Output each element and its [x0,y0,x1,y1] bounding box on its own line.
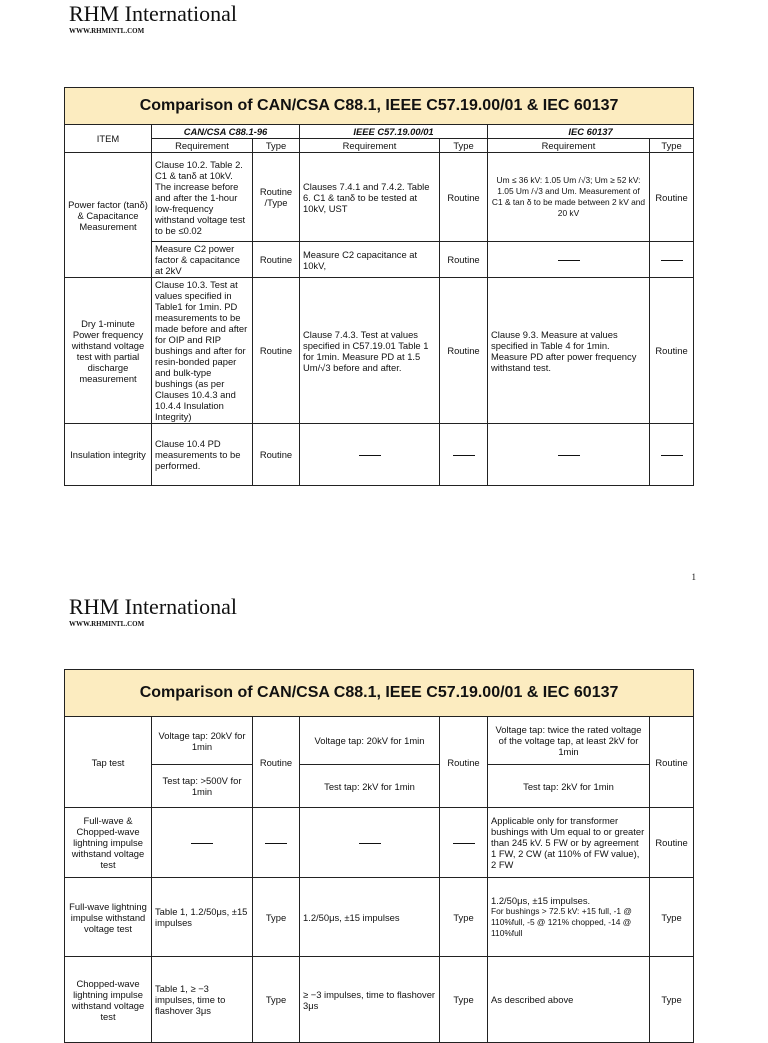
table-cell: Type [253,878,300,957]
table-cell: Test tap: >500V for 1min [152,765,253,808]
empty-cell [152,808,253,878]
table-cell: Voltage tap: twice the rated voltage of the voltage tap, at least 2kV for 1min [488,717,650,765]
company-name: RHM International [69,1,238,26]
table-cell: Routine /Type [253,153,300,242]
table-cell: Um ≤ 36 kV: 1.05 Um /√3; Um ≥ 52 kV: 1.05 Um /√3 and Um. Measurement of C1 & tan δ to be made between 2 kV and 20 kV [488,153,650,242]
iec-full-wave-line2: For bushings > 72.5 kV: +15 full, -1 @ 110%full, -5 @ 121% chopped, -14 @ 110%full [491,906,632,938]
table-cell: Type [440,957,488,1043]
table-cell: Clause 10.4 PD measurements to be performed. [152,424,253,486]
dash-mark [661,455,683,456]
item-tap-test: Tap test [65,717,152,808]
comparison-table-2 [64,669,694,1043]
table-cell: Applicable only for transformer bushings with Um equal to or greater than 245 kV. 5 FW or by agreement 1 FW, 2 CW (at 110% of FW value), 2 FW [488,808,650,878]
csa-requirement-subheader: Requirement [152,139,253,153]
dash-mark [453,455,475,456]
page-number: 1 [691,572,696,582]
csa-header: CAN/CSA C88.1-96 [152,125,300,139]
table-cell: Routine [440,153,488,242]
empty-cell [300,424,440,486]
table-cell: Routine [650,717,694,808]
table-title: Comparison of CAN/CSA C88.1, IEEE C57.19.00/01 & IEC 60137 [65,88,694,125]
table-cell: Clause 10.3. Test at values specified in Table1 for 1min. PD measurements to be made before and after for OIP and RIP bushings and after for resin-bonded paper and bulk-type bushings (as per Clauses 10.4.3 and 10.4.4 Insulation Integrity) [152,278,253,424]
item-insulation-integrity: Insulation integrity [65,424,152,486]
empty-cell [253,808,300,878]
item-dry-withstand: Dry 1-minute Power frequency withstand voltage test with partial discharge measurement [65,278,152,424]
csa-type-subheader: Type [253,139,300,153]
company-url: WWW.RHMINTL.COM [69,27,145,35]
table-cell: Type [650,957,694,1043]
comparison-table-1 [64,87,694,486]
table-cell: As described above [488,957,650,1043]
ieee-requirement-subheader: Requirement [300,139,440,153]
ieee-type-subheader: Type [440,139,488,153]
item-power-factor: Power factor (tanδ) & Capacitance Measurement [65,153,152,278]
table-cell: Routine [253,242,300,278]
table-cell: Voltage tap: 20kV for 1min [300,717,440,765]
table-cell: Type [253,957,300,1043]
dash-mark [661,260,683,261]
table-cell: Routine [650,808,694,878]
table-cell: Clause 10.2. Table 2. C1 & tanδ at 10kV. The increase before and after the 1-hour low-frequency withstand voltage test to be ≤0.02 [152,153,253,242]
table-cell: Routine [650,278,694,424]
page-2 [0,590,768,1024]
table-cell: Test tap: 2kV for 1min [488,765,650,808]
table-cell: Routine [440,242,488,278]
table-cell: 1.2/50μs, ±15 impulses [300,878,440,957]
table-cell: Routine [253,717,300,808]
empty-cell [440,424,488,486]
table-cell: Routine [253,424,300,486]
empty-cell [300,808,440,878]
item-full-wave: Full-wave lightning impulse withstand voltage test [65,878,152,957]
table-cell [488,878,650,957]
iec-type-subheader: Type [650,139,694,153]
item-full-chopped-wave: Full-wave & Chopped-wave lightning impulse withstand voltage test [65,808,152,878]
ieee-header: IEEE C57.19.00/01 [300,125,488,139]
dash-mark [558,455,580,456]
table-cell: Clause 9.3. Measure at values specified in Table 4 for 1min. Measure PD after power frequency withstand test. [488,278,650,424]
table-cell: ≥ −3 impulses, time to flashover 3μs [300,957,440,1043]
table-cell: Routine [440,278,488,424]
dash-mark [453,843,475,844]
table-cell: Routine [650,153,694,242]
iec-full-wave-line1: 1.2/50μs, ±15 impulses. [491,895,591,906]
dash-mark [191,843,213,844]
table-cell: Clauses 7.4.1 and 7.4.2. Table 6. C1 & tanδ to be tested at 10kV, UST [300,153,440,242]
table-cell: Type [650,878,694,957]
dash-mark [359,843,381,844]
dash-mark [265,843,287,844]
table-cell: Test tap: 2kV for 1min [300,765,440,808]
empty-cell [650,242,694,278]
table-cell: Type [440,878,488,957]
table-cell: Measure C2 capacitance at 10kV, [300,242,440,278]
empty-cell [488,424,650,486]
empty-cell [488,242,650,278]
empty-cell [440,808,488,878]
table-title: Comparison of CAN/CSA C88.1, IEEE C57.19.00/01 & IEC 60137 [65,670,694,717]
table-cell: Routine [253,278,300,424]
table-cell: Voltage tap: 20kV for 1min [152,717,253,765]
empty-cell [650,424,694,486]
dash-mark [359,455,381,456]
item-header: ITEM [65,125,152,153]
iec-header: IEC 60137 [488,125,694,139]
item-chopped-wave: Chopped-wave lightning impulse withstand voltage test [65,957,152,1043]
iec-requirement-subheader: Requirement [488,139,650,153]
table-cell: Clause 7.4.3. Test at values specified in C57.19.01 Table 1 for 1min. Measure PD at 1.5 Um/√3 before and after. [300,278,440,424]
table-cell: Measure C2 power factor & capacitance at 2kV [152,242,253,278]
table-cell: Table 1, 1.2/50μs, ±15 impulses [152,878,253,957]
company-url: WWW.RHMINTL.COM [69,620,145,628]
company-name: RHM International [69,594,238,619]
table-cell: Routine [440,717,488,808]
table-cell: Table 1, ≥ −3 impulses, time to flashover 3μs [152,957,253,1043]
dash-mark [558,260,580,261]
